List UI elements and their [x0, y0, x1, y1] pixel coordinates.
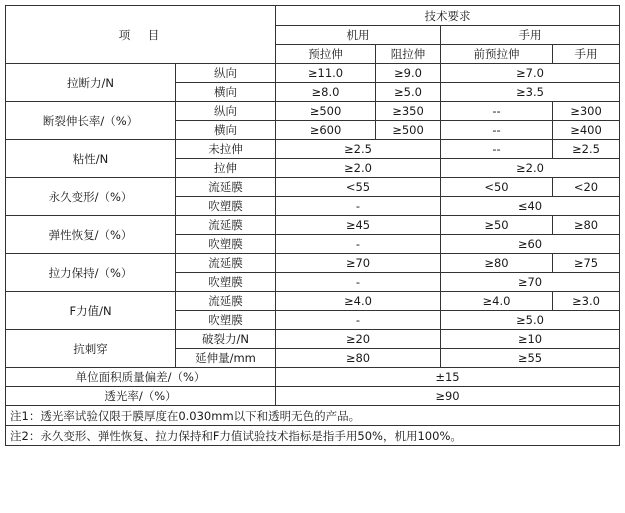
- value-cell: ≥600: [276, 121, 376, 140]
- row-sub-label: 拉伸: [176, 159, 276, 178]
- header-sub-resist: 阻拉伸: [376, 45, 441, 64]
- value-cell: --: [441, 140, 553, 159]
- row-sub-label: 吹塑膜: [176, 235, 276, 254]
- row-label: 抗刺穿: [6, 330, 176, 368]
- row-label: 断裂伸长率/（%）: [6, 102, 176, 140]
- value-cell: ≥80: [553, 216, 620, 235]
- value-cell: ≥500: [376, 121, 441, 140]
- header-sub-manual: 手用: [553, 45, 620, 64]
- note-row: [6, 406, 620, 426]
- table-row: [6, 330, 620, 349]
- row-sub-label: 吹塑膜: [176, 273, 276, 292]
- row-sub-label: 横向: [176, 83, 276, 102]
- header-machine: 机用: [276, 26, 441, 45]
- row-sub-label: 纵向: [176, 102, 276, 121]
- value-cell: ≥400: [553, 121, 620, 140]
- value-cell: --: [441, 102, 553, 121]
- value-cell: ≥350: [376, 102, 441, 121]
- value-cell: -: [276, 235, 441, 254]
- value-cell: ≥60: [441, 235, 620, 254]
- value-cell: ≥9.0: [376, 64, 441, 83]
- value-cell: ≥5.0: [376, 83, 441, 102]
- row-sub-label: 流延膜: [176, 254, 276, 273]
- header-manual: 手用: [441, 26, 620, 45]
- row-sub-label: 流延膜: [176, 216, 276, 235]
- value-cell: -: [276, 311, 441, 330]
- row-sub-label: 纵向: [176, 64, 276, 83]
- row-sub-label: 吹塑膜: [176, 197, 276, 216]
- value-cell: ≥10: [441, 330, 620, 349]
- row-sub-label: 吹塑膜: [176, 311, 276, 330]
- value-cell: -: [276, 197, 441, 216]
- table-row: [6, 140, 620, 159]
- value-cell: --: [441, 121, 553, 140]
- spec-table: [5, 5, 620, 446]
- value-cell: ≥80: [441, 254, 553, 273]
- row-label: 拉力保持/（%）: [6, 254, 176, 292]
- transmittance-value: ≥90: [276, 387, 620, 406]
- table-row: [6, 178, 620, 197]
- header-item: 项 目: [6, 6, 276, 64]
- value-cell: ≥4.0: [441, 292, 553, 311]
- value-cell: ≥8.0: [276, 83, 376, 102]
- value-cell: ≥70: [441, 273, 620, 292]
- header-sub-front-prestretch: 前预拉伸: [441, 45, 553, 64]
- row-label: 粘性/N: [6, 140, 176, 178]
- row-sub-label: 流延膜: [176, 292, 276, 311]
- value-cell: ≥55: [441, 349, 620, 368]
- value-cell: <55: [276, 178, 441, 197]
- value-cell: ≥3.5: [441, 83, 620, 102]
- row-label: F力值/N: [6, 292, 176, 330]
- value-cell: ≥80: [276, 349, 441, 368]
- value-cell: ≥2.0: [441, 159, 620, 178]
- table-row: [6, 64, 620, 83]
- header-sub-prestretch: 预拉伸: [276, 45, 376, 64]
- header-tech-req: 技术要求: [276, 6, 620, 26]
- note-2: 注2：永久变形、弹性恢复、拉力保持和F力值试验技术指标是指手用50%，机用100%。: [6, 426, 620, 446]
- value-cell: ≥20: [276, 330, 441, 349]
- unit-area-label: 单位面积质量偏差/（%）: [6, 368, 276, 387]
- row-sub-label: 延伸量/mm: [176, 349, 276, 368]
- transmittance-label: 透光率/（%）: [6, 387, 276, 406]
- row-sub-label: 破裂力/N: [176, 330, 276, 349]
- value-cell: ≥50: [441, 216, 553, 235]
- table-row: [6, 292, 620, 311]
- value-cell: ≥500: [276, 102, 376, 121]
- note-1: 注1：透光率试验仅限于膜厚度在0.030mm以下和透明无色的产品。: [6, 406, 620, 426]
- value-cell: <50: [441, 178, 553, 197]
- row-sub-label: 未拉伸: [176, 140, 276, 159]
- table-row: [6, 368, 620, 387]
- value-cell: ≥2.0: [276, 159, 441, 178]
- value-cell: ≥5.0: [441, 311, 620, 330]
- unit-area-value: ±15: [276, 368, 620, 387]
- row-label: 拉断力/N: [6, 64, 176, 102]
- value-cell: ≥11.0: [276, 64, 376, 83]
- value-cell: ≥300: [553, 102, 620, 121]
- value-cell: ≥3.0: [553, 292, 620, 311]
- note-row: [6, 426, 620, 446]
- table-row: [6, 254, 620, 273]
- value-cell: ≤40: [441, 197, 620, 216]
- value-cell: -: [276, 273, 441, 292]
- row-label: 弹性恢复/（%）: [6, 216, 176, 254]
- value-cell: ≥7.0: [441, 64, 620, 83]
- value-cell: <20: [553, 178, 620, 197]
- value-cell: ≥75: [553, 254, 620, 273]
- table-row: [6, 387, 620, 406]
- row-sub-label: 流延膜: [176, 178, 276, 197]
- value-cell: ≥70: [276, 254, 441, 273]
- value-cell: ≥2.5: [276, 140, 441, 159]
- header-row-1: [6, 6, 620, 26]
- value-cell: ≥2.5: [553, 140, 620, 159]
- value-cell: ≥4.0: [276, 292, 441, 311]
- table-row: [6, 216, 620, 235]
- row-label: 永久变形/（%）: [6, 178, 176, 216]
- table-row: [6, 102, 620, 121]
- row-sub-label: 横向: [176, 121, 276, 140]
- value-cell: ≥45: [276, 216, 441, 235]
